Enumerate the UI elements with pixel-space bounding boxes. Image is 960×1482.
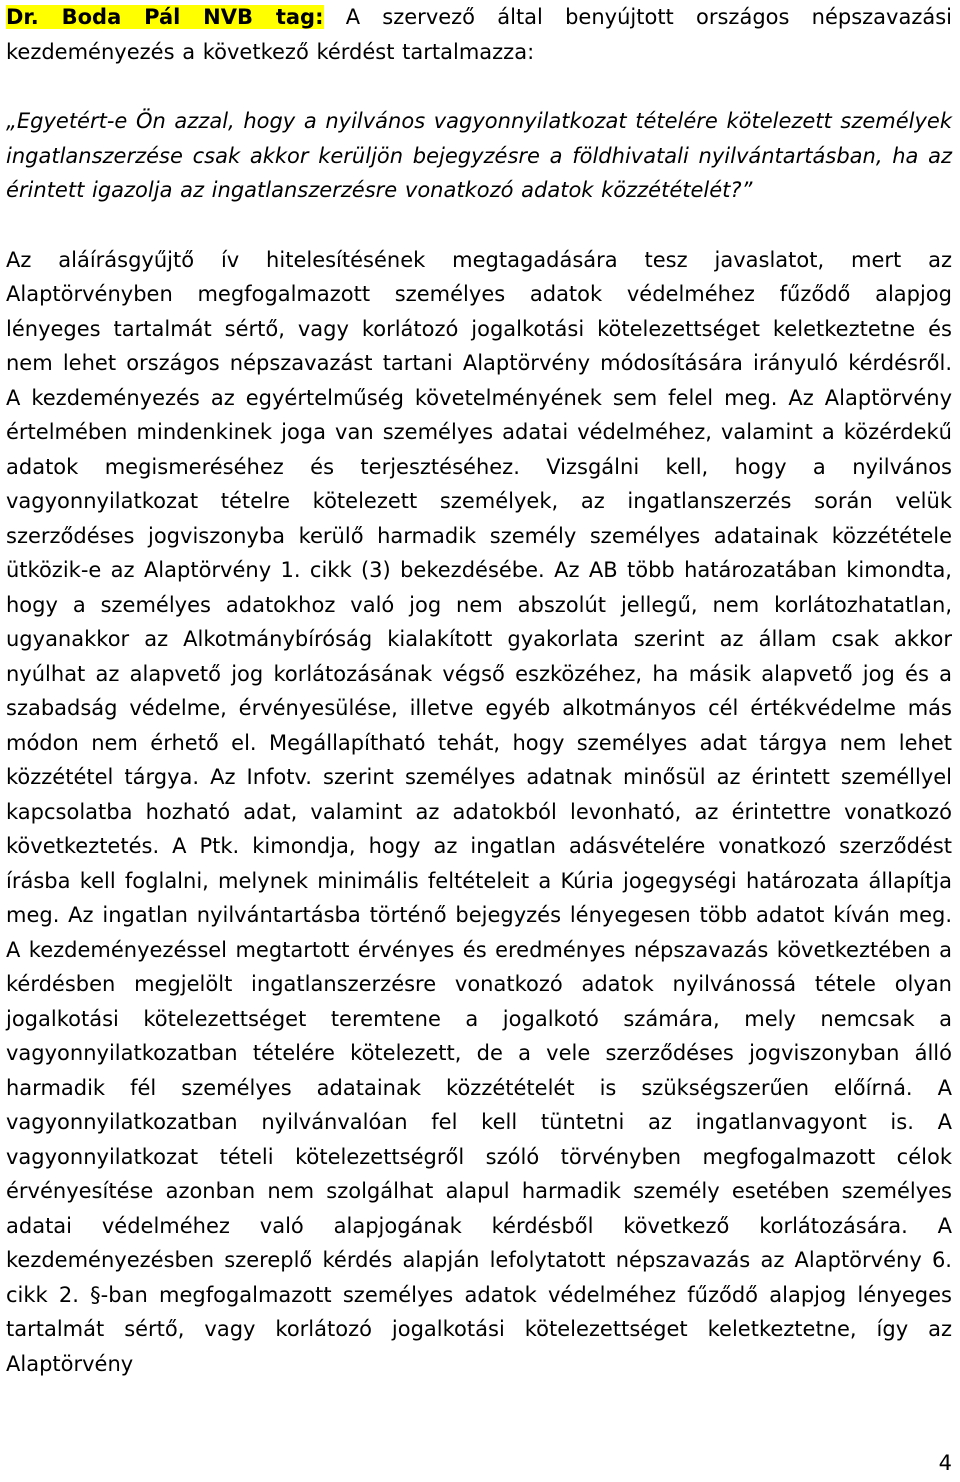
intro-text: A szervező által benyújtott országos népszavazási kezdeményezés a következő kérdést tartalmazza: <box>6 5 953 64</box>
page-number: 4 <box>938 1451 952 1475</box>
body-paragraph: Az aláírásgyűjtő ív hitelesítésének megtagadására tesz javaslatot, mert az Alaptörvényben megfogalmazott személyes adatok védelméhez fűződő alapjog lényeges tartalmát sértő, vagy korlátozó jogalkotási kötelezettséget keletkeztetne és nem lehet országos népszavazást tartani Alaptörvény módosítására irányuló kérdésről. A kezdeményezés az egyértelműség követelményének sem felel meg. Az Alaptörvény értelmében mindenkinek joga van személyes adatai védelméhez, valamint a közérdekű adatok megismeréséhez és terjesztéséhez. Vizsgálni kell, hogy a nyilvános vagyonnyilatkozat tételre kötelezett személyek, az ingatlanszerzés során velük szerződéses jogviszonyba kerülő harmadik személy személyes adatainak közzététele ütközik-e az Alaptörvény 1. cikk (3) bekezdésébe. Az AB több határozatában kimondta, hogy a személyes adatokhoz való jog nem abszolút jellegű, nem korlátozhatatlan, ugyanakkor az Alkotmánybíróság kialakított gyakorlata szerint az állam csak akkor nyúlhat az alapvető jog korlátozásának végső eszközéhez, ha másik alapvető jog és a szabadság védelme, érvényesülése, illetve egyéb alkotmányos cél értékvédelme más módon nem érhető el. Megállapítható tehát, hogy személyes adat tárgya nem lehet közzététel tárgya. Az Infotv. szerint személyes adatnak minősül az érintett személlyel kapcsolatba hozható adat, valamint az adatokból levonható, az érintettre vonatkozó következtetés. A Ptk. kimondja, hogy az ingatlan adásvételére vonatkozó szerződést írásba kell foglalni, melynek minimális feltételeit a Kúria jogegységi határozata állapítja meg. Az ingatlan nyilvántartásba történő bejegyzés lényegesen több adatot kíván meg. A kezdeményezéssel megtartott érvényes és eredményes népszavazás következtében a kérdésben megjelölt ingatlanszerzésre vonatkozó adatok nyilvánossá tétele olyan jogalkotási kötelezettséget teremtene a jogalkotó számára, mely nemcsak a vagyonnyilatkozatban tételére kötelezett, de a vele szerződéses jogviszonyban álló harmadik fél személyes adatainak közzétételét is szükségszerűen előírná. A vagyonnyilatkozatban nyilvánvalóan fel kell tüntetni az ingatlanvagyont is. A vagyonnyilatkozat tételi kötelezettségről szóló törvényben megfogalmazott célok érvényesítése azonban nem szolgálhat alapul harmadik személy esetében személyes adatai védelméhez való alapjogának kérdésből következő korlátozására. A kezdeményezésben szereplő kérdés alapján lefolytatott népszavazás az Alaptörvény 6. cikk 2. §-ban megfogalmazott személyes adatok védelméhez fűződő alapjog lényeges tartalmát sértő, vagy korlátozó jogalkotási kötelezettséget keletkeztetne, így az Alaptörvény <box>6 247 952 1376</box>
document-page <box>6 0 952 1381</box>
speaker-label: Dr. Boda Pál NVB tag: <box>6 5 324 29</box>
intro-paragraph <box>6 0 952 69</box>
referendum-question: „Egyetért-e Ön azzal, hogy a nyilvános vagyonnyilatkozat tételére kötelezett személyek ingatlanszerzése csak akkor kerüljön bejegyzésre a földhivatali nyilvántartásban, ha az érintett igazolja az ingatlanszerzésre vonatkozó adatok közzétételét?” <box>6 109 952 202</box>
